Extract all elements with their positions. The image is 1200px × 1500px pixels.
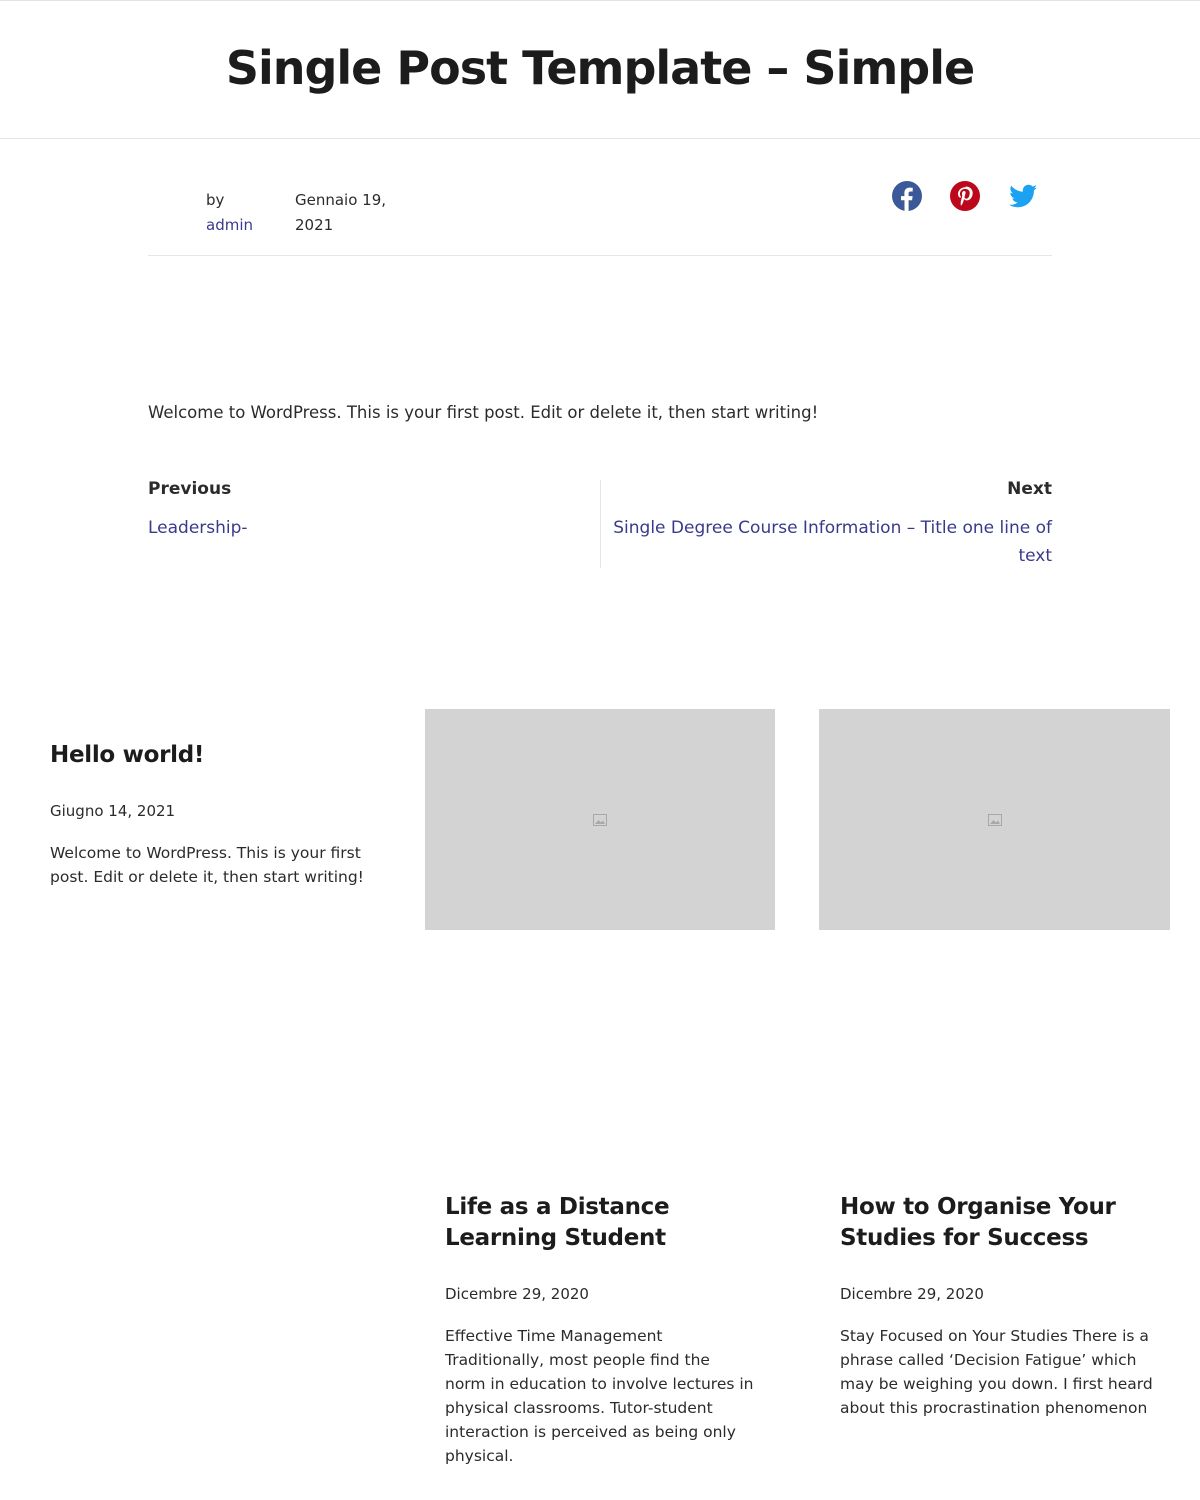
previous-label: Previous xyxy=(148,479,232,499)
twitter-icon[interactable] xyxy=(1008,181,1038,211)
post-card xyxy=(840,1192,1160,1420)
post-card-title[interactable]: How to Organise Your Studies for Success xyxy=(840,1194,1116,1251)
share-buttons xyxy=(892,181,1038,211)
previous-post xyxy=(148,478,588,542)
post-card-date: Giugno 14, 2021 xyxy=(50,802,176,820)
next-label: Next xyxy=(1007,479,1052,499)
post-author xyxy=(206,188,253,238)
next-post-link[interactable]: Single Degree Course Information – Title one line of text xyxy=(613,518,1052,566)
post-date: Gennaio 19, 2021 xyxy=(295,191,387,234)
image-placeholder-icon xyxy=(593,814,607,826)
post-card-excerpt: Effective Time Management Traditionally, most people find the norm in education to involve lectures in physical classrooms. Tutor-student interaction is perceived as being only physical. xyxy=(445,1327,754,1465)
post-meta xyxy=(148,140,1052,256)
post-card-thumbnail[interactable] xyxy=(425,709,775,930)
post-card-date: Dicembre 29, 2020 xyxy=(840,1285,984,1303)
post-content: Welcome to WordPress. This is your first post. Edit or delete it, then start writing! xyxy=(148,403,819,422)
page-title: Single Post Template – Simple xyxy=(225,41,975,95)
nav-divider xyxy=(600,480,601,568)
post-card-excerpt: Stay Focused on Your Studies There is a phrase called ‘Decision Fatigue’ which may be weighing you down. I first heard about this procrastination phenomenon xyxy=(840,1327,1153,1417)
facebook-icon[interactable] xyxy=(892,181,922,211)
next-post xyxy=(612,478,1052,570)
post-navigation xyxy=(148,478,1052,568)
post-card-title[interactable]: Life as a Distance Learning Student xyxy=(445,1194,670,1251)
author-link[interactable]: admin xyxy=(206,216,253,234)
image-placeholder-icon xyxy=(988,814,1002,826)
previous-post-link[interactable]: Leadership- xyxy=(148,518,248,538)
post-card xyxy=(445,1192,755,1468)
post-card-date: Dicembre 29, 2020 xyxy=(445,1285,589,1303)
by-label: by xyxy=(206,191,225,209)
pinterest-icon[interactable] xyxy=(950,181,980,211)
post-card-excerpt: Welcome to WordPress. This is your first post. Edit or delete it, then start writing! xyxy=(50,844,364,886)
post-card-thumbnail[interactable] xyxy=(819,709,1170,930)
post-card xyxy=(50,740,380,889)
post-card-title[interactable]: Hello world! xyxy=(50,742,205,768)
page-header xyxy=(0,1,1200,139)
